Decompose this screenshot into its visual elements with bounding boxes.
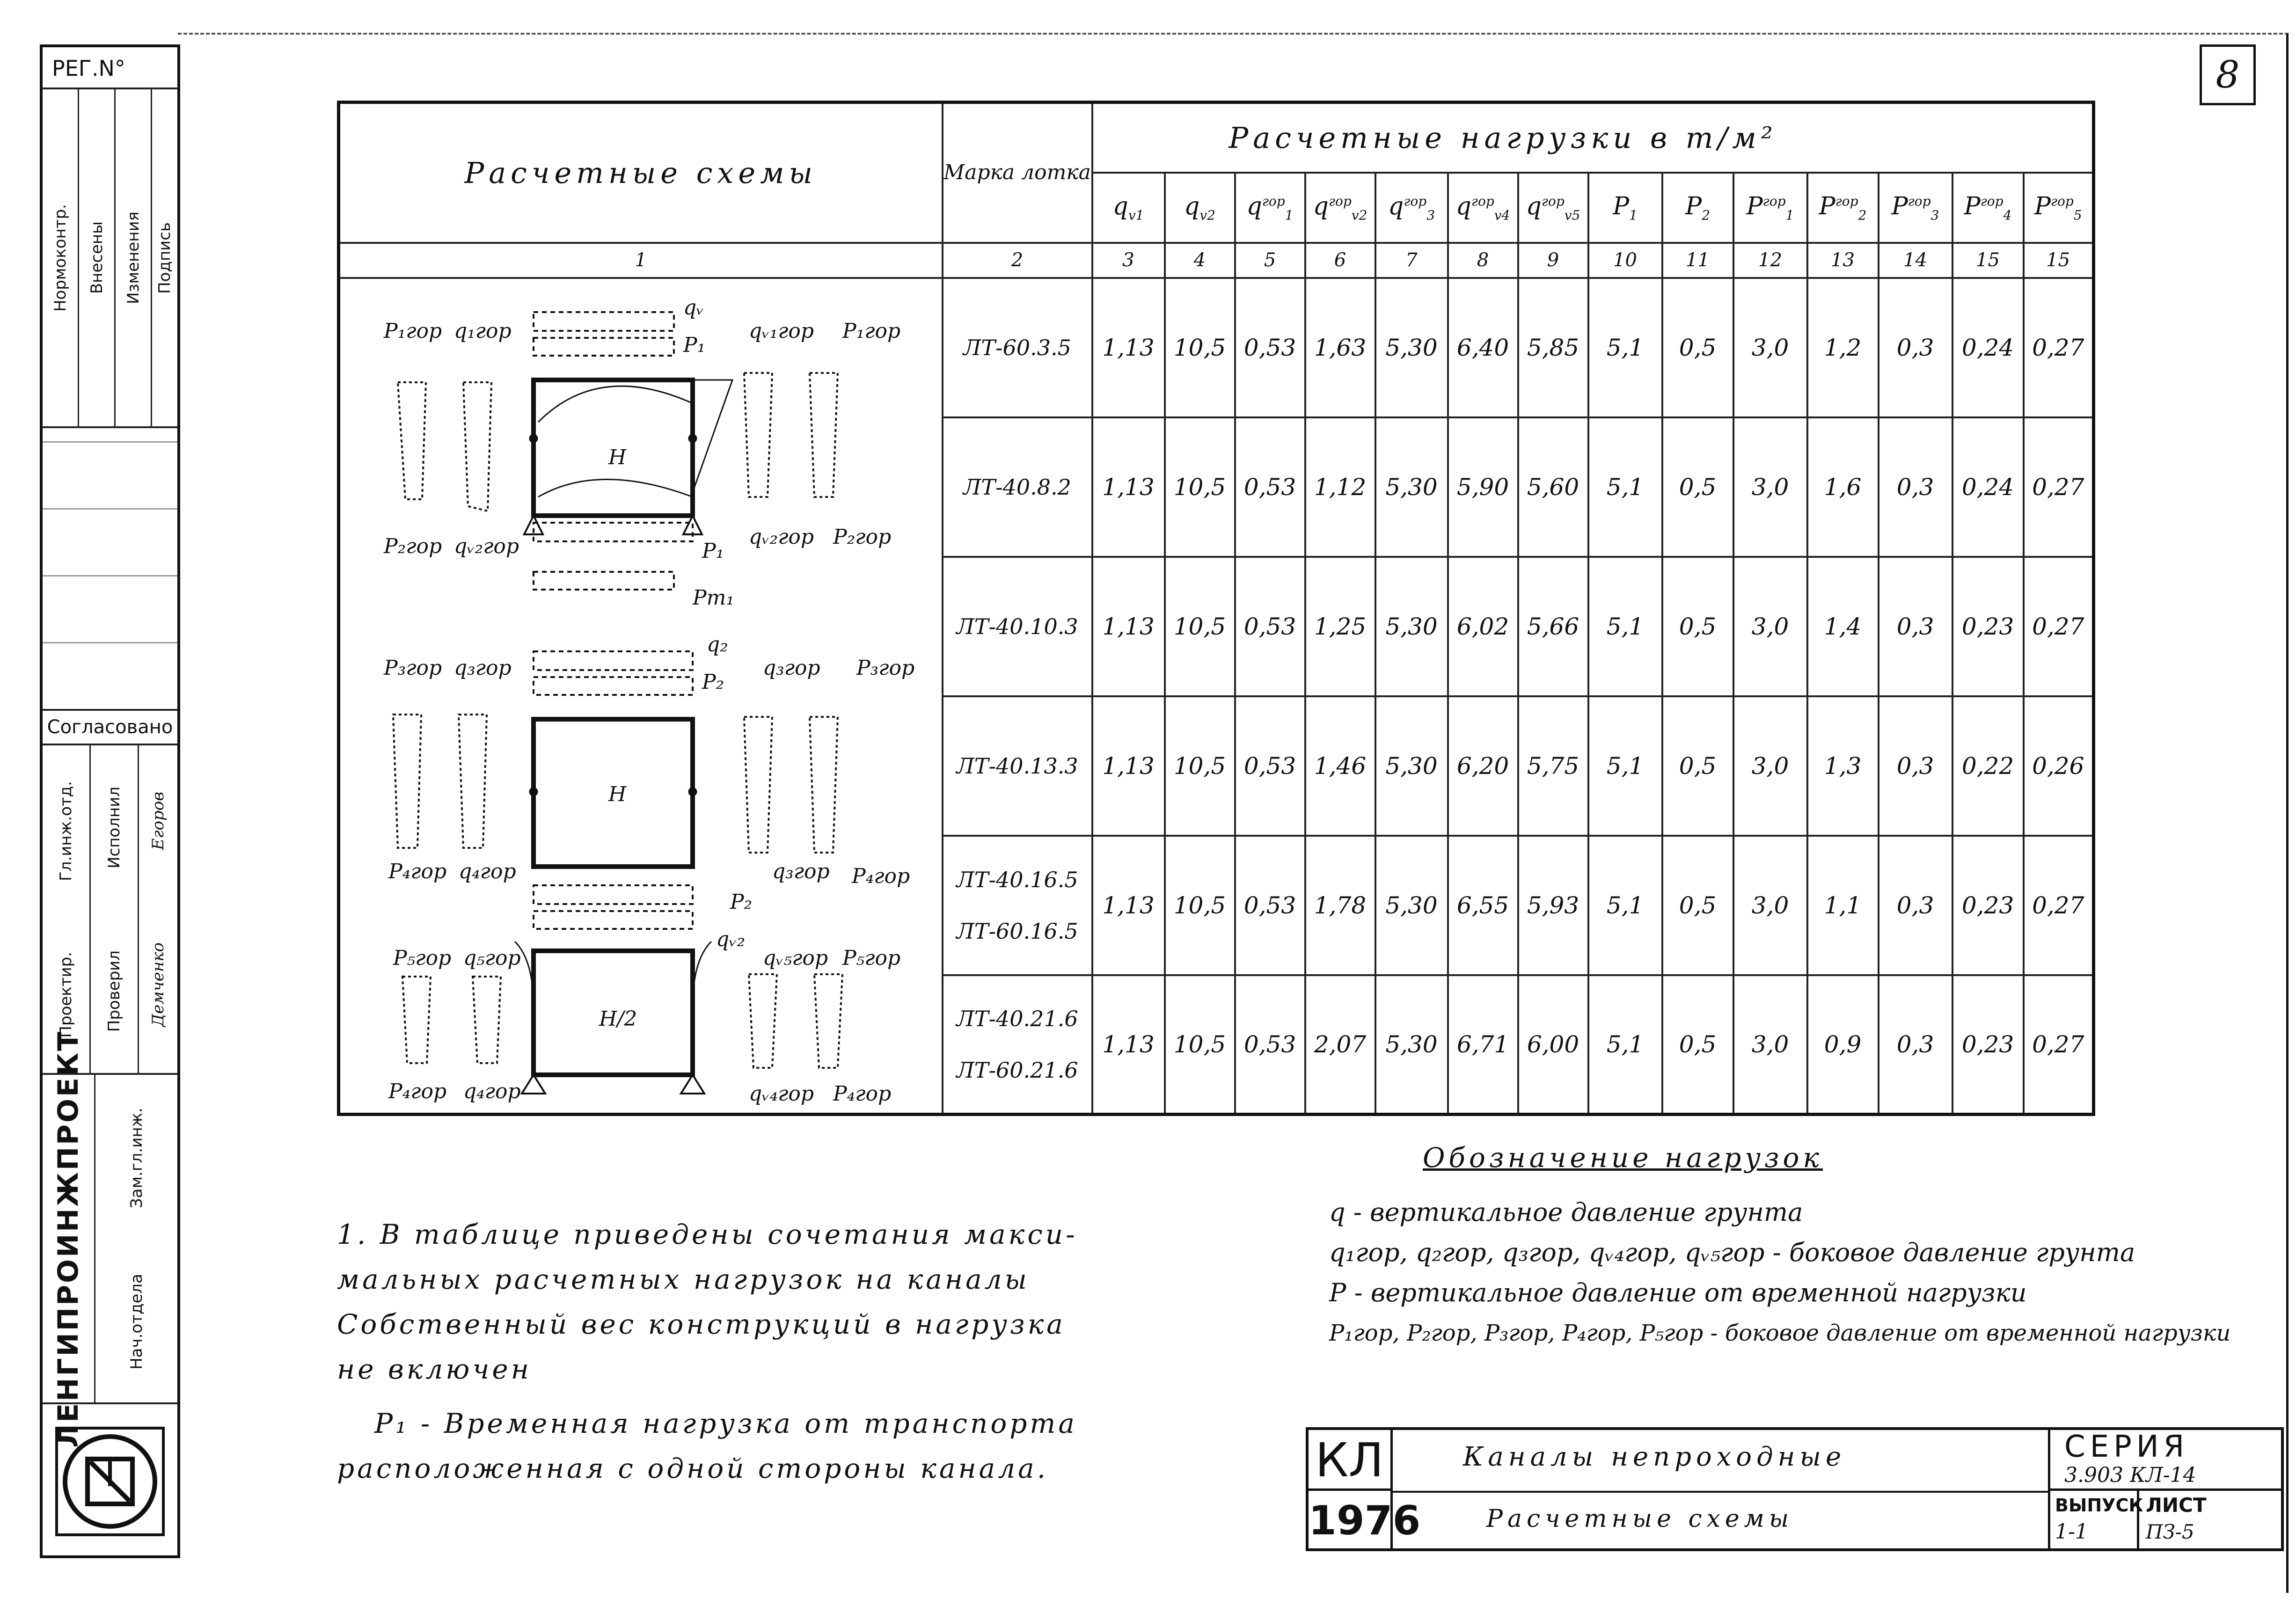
mark-label: ЛТ-40.16.5: [956, 867, 1078, 892]
value-cell: 0,53: [1235, 975, 1305, 1115]
value-cell: 10,5: [1165, 836, 1235, 975]
value-cell: 0,5: [1662, 696, 1733, 836]
symbol-subscript: 1: [1285, 207, 1294, 223]
value-cell: 5,85: [1518, 278, 1588, 417]
s2-p-top-r: P₃гор: [856, 656, 915, 680]
stamp-year: 1976: [1309, 1497, 1421, 1544]
value-cell: 0,53: [1235, 278, 1305, 417]
value-cell: 0,3: [1879, 696, 1952, 836]
s3-p-bot-r: P₄гор: [833, 1082, 892, 1106]
s1-p-top-l: P₁гор: [384, 319, 442, 343]
value-cell: 6,02: [1448, 557, 1518, 696]
org-block: [43, 1029, 177, 1448]
note-1-line-3: Собственный вес конструкций в нагрузка: [337, 1308, 1066, 1340]
role-4: Проектир.: [57, 951, 75, 1038]
symbol-subscript: v5: [1564, 207, 1580, 223]
column-number: 6: [1305, 243, 1375, 278]
symbol-header-cell: [1165, 173, 1235, 243]
s2-qv: q₂: [707, 633, 728, 657]
column-number: 3: [1092, 243, 1165, 278]
value-cell: 10,5: [1165, 696, 1235, 836]
s3-q-bot-r: qᵥ₄гор: [749, 1082, 814, 1106]
norm-label: Нормоконтр.: [51, 204, 70, 312]
mark-label: ЛТ-60.3.5: [963, 335, 1071, 360]
value-cell: 5,1: [1588, 975, 1662, 1115]
value-cell: 0,5: [1662, 417, 1733, 557]
symbol-header-cell: [1807, 173, 1879, 243]
symbol-base: q: [1455, 192, 1471, 220]
symbol-base: q: [1246, 192, 1262, 220]
value-cell: 1,13: [1092, 696, 1165, 836]
stamp-title-1: Каналы непроходные: [1463, 1442, 1846, 1472]
symbol-base: q: [1313, 192, 1329, 220]
s3-h: H/2: [599, 1007, 637, 1031]
legend-line-3: P - вертикальное давление от временной нагрузки: [1329, 1278, 2027, 1307]
value-cell: 0,22: [1952, 696, 2024, 836]
value-cell: 5,30: [1375, 696, 1448, 836]
value-cell: 5,30: [1375, 278, 1448, 417]
mark-cell: [943, 278, 1092, 417]
symbol-base: q: [1526, 192, 1542, 220]
value-cell: 0,3: [1879, 278, 1952, 417]
name-2: Демченко: [149, 942, 168, 1027]
header-mark: Марка лотка: [943, 102, 1092, 243]
symbol-superscript: гор: [1835, 193, 1858, 209]
changes-header: Изменения: [124, 211, 143, 304]
symbol-superscript: гор: [1908, 193, 1931, 209]
column-number: 9: [1518, 243, 1588, 278]
value-cell: 6,71: [1448, 975, 1518, 1115]
value-cell: 1,13: [1092, 836, 1165, 975]
s3-q-top-r: qᵥ₅гор: [763, 946, 828, 970]
value-cell: 5,60: [1518, 417, 1588, 557]
symbol-header-cell: [1518, 173, 1588, 243]
value-cell: 5,30: [1375, 557, 1448, 696]
column-number: 1: [339, 243, 943, 278]
vypusk-label: ВЫПУСК: [2055, 1495, 2143, 1516]
role2-1: Зам.гл.инж.: [127, 1107, 146, 1209]
header-schemes: Расчетные схемы: [339, 102, 943, 243]
mark-label: ЛТ-40.13.3: [956, 753, 1078, 779]
reg-label: РЕГ.N°: [52, 56, 125, 81]
s2-q-top-r: q₃гор: [763, 656, 820, 680]
value-cell: 0,5: [1662, 975, 1733, 1115]
value-cell: 0,27: [2024, 417, 2094, 557]
value-cell: 0,24: [1952, 278, 2024, 417]
mark-label: ЛТ-40.21.6: [956, 1006, 1078, 1031]
s1-p-bot-l: P₂гор: [384, 534, 442, 558]
symbol-superscript: гор: [1471, 193, 1494, 209]
symbol-base: q: [1112, 192, 1128, 220]
value-cell: 3,0: [1733, 696, 1807, 836]
s3-p-bot-l: P₄гор: [388, 1080, 447, 1103]
value-cell: 0,53: [1235, 696, 1305, 836]
symbol-superscript: гор: [1762, 193, 1786, 209]
value-cell: 3,0: [1733, 557, 1807, 696]
symbol-superscript: гор: [1980, 193, 2004, 209]
mark-cell: [943, 557, 1092, 696]
vypusk-value: 1-1: [2055, 1520, 2088, 1544]
s1-h: H: [608, 445, 627, 469]
value-cell: 0,26: [2024, 696, 2094, 836]
name-1: Егоров: [149, 791, 168, 850]
title-stamp: [1306, 1427, 2284, 1551]
column-number: 15: [2024, 243, 2094, 278]
s1-q-bot-l: qᵥ₂гор: [454, 534, 519, 558]
s1-q-top-r: qᵥ₁гор: [749, 319, 814, 343]
symbol-subscript: v2: [1351, 207, 1367, 223]
note-2-line-1: P₁ - Временная нагрузка от транспорта: [374, 1408, 1077, 1439]
value-cell: 10,5: [1165, 557, 1235, 696]
column-number: 13: [1807, 243, 1879, 278]
value-cell: 5,66: [1518, 557, 1588, 696]
value-cell: 0,9: [1807, 975, 1879, 1115]
value-cell: 0,5: [1662, 836, 1733, 975]
stamp-title-2: Расчетные схемы: [1486, 1505, 1794, 1533]
value-cell: 0,27: [2024, 836, 2094, 975]
value-cell: 1,4: [1807, 557, 1879, 696]
value-cell: 10,5: [1165, 278, 1235, 417]
seria-label: СЕРИЯ: [2064, 1430, 2189, 1464]
value-cell: 0,3: [1879, 417, 1952, 557]
symbol-base: q: [1184, 192, 1200, 220]
value-cell: 5,1: [1588, 836, 1662, 975]
value-cell: 1,3: [1807, 696, 1879, 836]
symbol-header-cell: [1879, 173, 1952, 243]
value-cell: 0,53: [1235, 557, 1305, 696]
s2-p-bot-l: P₄гор: [388, 860, 447, 883]
value-cell: 10,5: [1165, 417, 1235, 557]
empty-block: [43, 428, 177, 711]
mark-label: ЛТ-40.10.3: [956, 613, 1078, 639]
symbol-header-cell: [1375, 173, 1448, 243]
value-cell: 0,27: [2024, 557, 2094, 696]
value-cell: 10,5: [1165, 975, 1235, 1115]
s1-pt: Pт₁: [693, 586, 734, 610]
value-cell: 3,0: [1733, 836, 1807, 975]
column-number: 10: [1588, 243, 1662, 278]
column-number: 15: [1952, 243, 2024, 278]
symbol-subscript: 3: [1426, 207, 1435, 223]
value-cell: 0,3: [1879, 557, 1952, 696]
seria-value: 3.903 КЛ-14: [2064, 1463, 2196, 1487]
value-cell: 0,3: [1879, 836, 1952, 975]
s2-q-bot-r: q₃гор: [772, 860, 830, 883]
symbol-base: P: [1819, 192, 1835, 220]
column-number: 8: [1448, 243, 1518, 278]
symbol-header-cell: [1092, 173, 1165, 243]
value-cell: 1,78: [1305, 836, 1375, 975]
s3-p-top-l: P₅гор: [393, 946, 452, 970]
note-1-line-1: 1. В таблице приведены сочетания макси-: [337, 1218, 1078, 1250]
symbol-subscript: 4: [2003, 207, 2012, 223]
value-cell: 0,23: [1952, 836, 2024, 975]
symbol-header-cell: [1305, 173, 1375, 243]
value-cell: 5,93: [1518, 836, 1588, 975]
value-cell: 5,30: [1375, 836, 1448, 975]
mark-label: ЛТ-60.16.5: [956, 918, 1078, 944]
value-cell: 2,07: [1305, 975, 1375, 1115]
column-number: 14: [1879, 243, 1952, 278]
column-number: 2: [943, 243, 1092, 278]
changes-col-1: Внесены: [87, 221, 106, 294]
mark-cell: [943, 696, 1092, 836]
value-cell: 6,20: [1448, 696, 1518, 836]
s1-qv: qᵥ: [683, 296, 704, 320]
symbol-superscript: гор: [1262, 193, 1285, 209]
side-strip: [40, 44, 180, 1558]
value-cell: 5,75: [1518, 696, 1588, 836]
note-1-line-2: мальных расчетных нагрузок на каналы: [337, 1263, 1030, 1295]
value-cell: 3,0: [1733, 417, 1807, 557]
s1-q-bot-r: qᵥ₂гор: [749, 525, 814, 549]
note-1-line-4: не включен: [337, 1353, 532, 1385]
symbol-subscript: 2: [1858, 207, 1867, 223]
mark-cell: [943, 836, 1092, 975]
s1-q-top-l: q₁гор: [454, 319, 512, 343]
value-cell: 5,30: [1375, 417, 1448, 557]
s2-pb: P₂: [730, 890, 753, 914]
value-cell: 6,55: [1448, 836, 1518, 975]
symbol-base: P: [1613, 192, 1630, 220]
agreed-label: Согласовано: [47, 716, 173, 738]
s2-p2: P₂: [702, 670, 724, 694]
role-1: Гл.инж.отд.: [57, 781, 75, 881]
value-cell: 1,2: [1807, 278, 1879, 417]
mark-label: ЛТ-60.21.6: [956, 1057, 1078, 1083]
symbol-base: P: [1746, 192, 1763, 220]
sheet-number-box: [2200, 44, 2256, 105]
symbol-header-cell: [1733, 173, 1807, 243]
value-cell: 1,63: [1305, 278, 1375, 417]
column-numbers-row: [339, 243, 2094, 278]
symbol-header-cell: [1952, 173, 2024, 243]
symbol-subscript: 3: [1930, 207, 1939, 223]
symbol-base: P: [1685, 192, 1702, 220]
symbol-header-cell: [1588, 173, 1662, 243]
value-cell: 1,6: [1807, 417, 1879, 557]
s3-p-top-r: P₅гор: [842, 946, 901, 970]
value-cell: 1,13: [1092, 975, 1165, 1115]
symbol-subscript: 2: [1702, 207, 1710, 223]
value-cell: 0,23: [1952, 975, 2024, 1115]
symbol-base: q: [1388, 192, 1404, 220]
s3-q-bot-l: q₄гор: [463, 1080, 521, 1103]
role2-3: Нач.отдела: [127, 1274, 146, 1370]
value-cell: 1,13: [1092, 557, 1165, 696]
s1-p1: P₁: [683, 333, 706, 357]
reg-cell: [43, 47, 177, 89]
changes-block: [43, 89, 177, 428]
value-cell: 0,27: [2024, 278, 2094, 417]
column-number: 11: [1662, 243, 1733, 278]
value-cell: 0,53: [1235, 417, 1305, 557]
symbol-header-cell: [1448, 173, 1518, 243]
column-number: 7: [1375, 243, 1448, 278]
value-cell: 5,90: [1448, 417, 1518, 557]
stamp-kl: КЛ: [1315, 1433, 1384, 1488]
value-cell: 1,1: [1807, 836, 1879, 975]
s2-p-bot-r: P₄гор: [852, 864, 910, 888]
s2-q-bot-l: q₄гор: [459, 860, 516, 883]
symbol-superscript: гор: [1404, 193, 1427, 209]
value-cell: 1,46: [1305, 696, 1375, 836]
symbol-subscript: 5: [2073, 207, 2082, 223]
value-cell: 6,40: [1448, 278, 1518, 417]
changes-col-2: Подпись: [155, 222, 174, 294]
value-cell: 5,1: [1588, 696, 1662, 836]
legend-line-1: q - вертикальное давление грунта: [1329, 1197, 1803, 1227]
s1-p-top-r: P₁гор: [842, 319, 901, 343]
s2-h: H: [608, 782, 627, 806]
column-number: 4: [1165, 243, 1235, 278]
legend-line-4: P₁гор, P₂гор, P₃гор, P₄гор, P₅гор - боковое давление от временной нагрузки: [1329, 1320, 2231, 1346]
value-cell: 1,13: [1092, 278, 1165, 417]
mark-cell: [943, 417, 1092, 557]
legend-line-2: q₁гор, q₂гор, q₃гор, qᵥ₄гор, qᵥ₅гор - боковое давление грунта: [1329, 1238, 2135, 1267]
value-cell: 5,1: [1588, 557, 1662, 696]
symbol-superscript: гор: [1328, 193, 1352, 209]
value-cell: 5,30: [1375, 975, 1448, 1115]
s3-qv2: qᵥ₂: [716, 927, 746, 951]
sheet-number: 8: [2216, 53, 2240, 96]
symbol-header-cell: [2024, 173, 2094, 243]
symbol-subscript: v2: [1199, 207, 1215, 223]
value-cell: 5,1: [1588, 278, 1662, 417]
symbol-superscript: гор: [2050, 193, 2074, 209]
s2-q-top-l: q₃гор: [454, 656, 512, 680]
value-cell: 1,13: [1092, 417, 1165, 557]
list-label: ЛИСТ: [2146, 1494, 2207, 1517]
role-6: Проверил: [105, 950, 124, 1032]
mark-label: ЛТ-40.8.2: [963, 474, 1071, 500]
value-cell: 0,24: [1952, 417, 2024, 557]
symbol-subscript: v4: [1494, 207, 1510, 223]
agreed-cell: [43, 711, 177, 745]
symbol-header-cell: [1235, 173, 1305, 243]
s3-q-top-l: q₅гор: [463, 946, 521, 970]
value-cell: 0,53: [1235, 836, 1305, 975]
s1-p-bot-r1: P₁: [702, 539, 724, 563]
mark-cell: [943, 975, 1092, 1115]
s2-p-top-l: P₃гор: [384, 656, 442, 680]
symbol-superscript: гор: [1541, 193, 1565, 209]
header-loads: Расчетные нагрузки в т/м²: [1092, 102, 2094, 173]
value-cell: 6,00: [1518, 975, 1588, 1115]
value-cell: 0,27: [2024, 975, 2094, 1115]
s1-p-bot-r: P₂гор: [833, 525, 892, 549]
symbol-subscript: 1: [1629, 207, 1638, 223]
schemes-drawing: [337, 277, 941, 1113]
list-value: ПЗ-5: [2146, 1520, 2194, 1543]
value-cell: 0,23: [1952, 557, 2024, 696]
symbol-base: P: [2034, 192, 2051, 220]
column-number: 12: [1733, 243, 1807, 278]
symbol-subscript: 1: [1785, 207, 1794, 223]
value-cell: 3,0: [1733, 975, 1807, 1115]
value-cell: 1,25: [1305, 557, 1375, 696]
value-cell: 0,3: [1879, 975, 1952, 1115]
legend-title: Обозначение нагрузок: [1423, 1142, 1823, 1174]
symbol-subscript: v1: [1128, 207, 1144, 223]
value-cell: 3,0: [1733, 278, 1807, 417]
notes: [337, 1212, 1273, 1491]
note-2-line-2: расположенная с одной стороны канала.: [337, 1452, 1049, 1484]
role-5: Исполнил: [105, 786, 124, 868]
signatures-block: [43, 745, 177, 1075]
org-name: ЛЕНГИПРОИНЖПРОЕКТ: [52, 1029, 85, 1448]
value-cell: 5,1: [1588, 417, 1662, 557]
value-cell: 0,5: [1662, 278, 1733, 417]
value-cell: 0,5: [1662, 557, 1733, 696]
symbol-base: P: [1964, 192, 1981, 220]
value-cell: 1,12: [1305, 417, 1375, 557]
column-number: 5: [1235, 243, 1305, 278]
symbol-base: P: [1891, 192, 1908, 220]
legend: [1329, 1142, 2284, 1353]
symbol-header-cell: [1662, 173, 1733, 243]
